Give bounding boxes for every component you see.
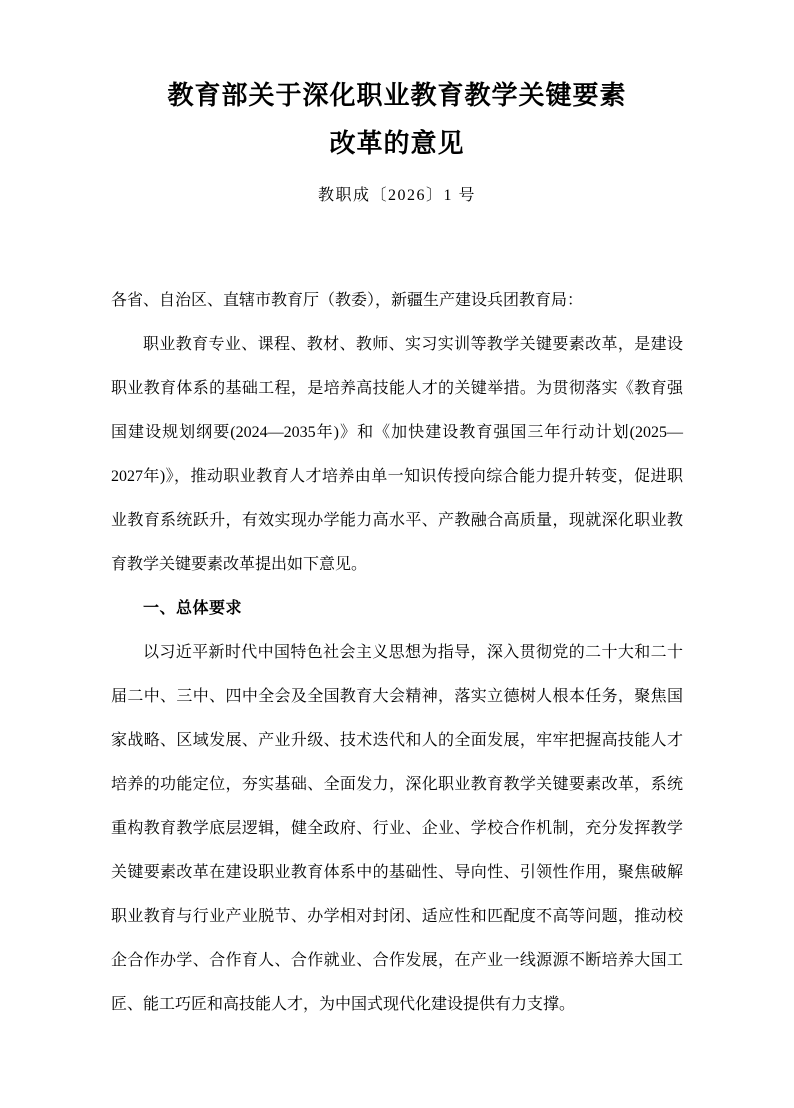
- document-line: 家战略、区域发展、产业升级、技术迭代和人的全面发展，牢牢把握高技能人才: [111, 732, 683, 749]
- document-title: [0, 72, 794, 168]
- document-line: 职业教育与行业产业脱节、办学相对封闭、适应性和匹配度不高等问题，推动校: [111, 908, 683, 925]
- document-line: 职业教育体系的基础工程，是培养高技能人才的关键举措。为贯彻落实《教育强: [111, 380, 683, 397]
- document-line: 企合作办学、合作育人、合作就业、合作发展，在产业一线源源不断培养大国工: [111, 952, 683, 969]
- section-heading: 一、总体要求: [143, 600, 243, 617]
- document-line: 2027年)》，推动职业教育人才培养由单一知识传授向综合能力提升转变，促进职: [111, 468, 683, 485]
- document-title-line-1: 教育部关于深化职业教育教学关键要素: [167, 81, 627, 110]
- document-line: 育教学关键要素改革提出如下意见。: [111, 556, 368, 573]
- document-line: 业教育系统跃升，有效实现办学能力高水平、产教融合高质量，现就深化职业教: [111, 512, 683, 529]
- document-line: 培养的功能定位，夯实基础、全面发力，深化职业教育教学关键要素改革，系统: [111, 776, 683, 793]
- document-body: [111, 279, 683, 1027]
- document-number: 教职成〔2026〕1 号: [317, 187, 476, 204]
- document-line: 各省、自治区、直辖市教育厅（教委），新疆生产建设兵团教育局：: [111, 292, 584, 309]
- document-line: 关键要素改革在建设职业教育体系中的基础性、导向性、引领性作用，聚焦破解: [111, 864, 683, 881]
- document-line: 职业教育专业、课程、教材、教师、实习实训等教学关键要素改革，是建设: [143, 336, 683, 353]
- document-title-line-2: 改革的意见: [329, 129, 465, 158]
- document-line: 以习近平新时代中国特色社会主义思想为指导，深入贯彻党的二十大和二十: [143, 644, 683, 661]
- document-line: 国建设规划纲要(2024—2035年)》和《加快建设教育强国三年行动计划(2025—: [111, 424, 683, 441]
- document-line: 重构教育教学底层逻辑，健全政府、行业、企业、学校合作机制，充分发挥教学: [111, 820, 683, 837]
- document-line: 匠、能工巧匠和高技能人才，为中国式现代化建设提供有力支撑。: [111, 996, 576, 1013]
- document-line: 届二中、三中、四中全会及全国教育大会精神，落实立德树人根本任务，聚焦国: [111, 688, 683, 705]
